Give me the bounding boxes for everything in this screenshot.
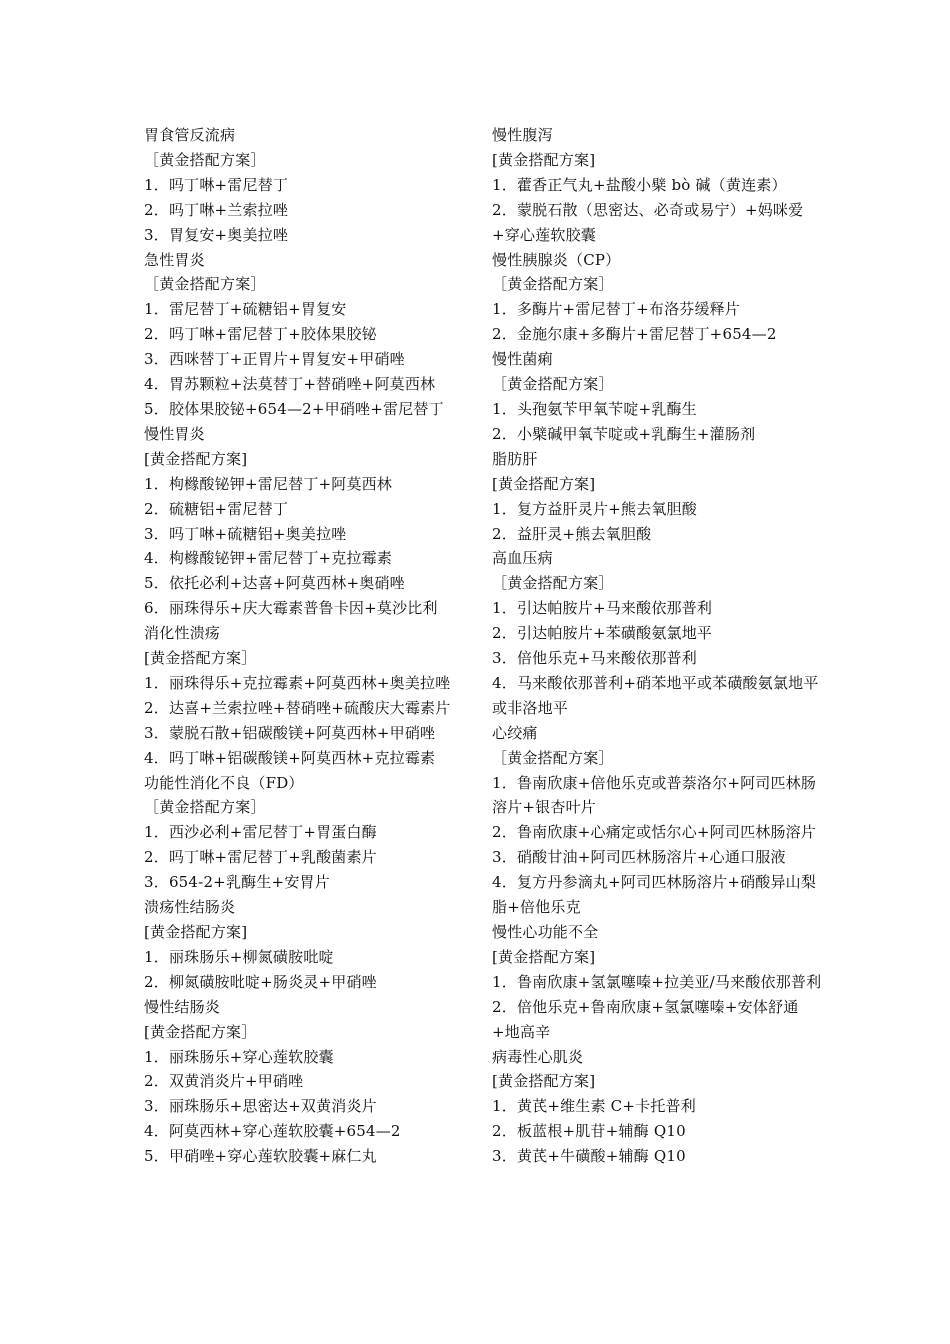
list-item: 5．胶体果胶铋+654—2+甲硝唑+雷尼替丁 [144,399,444,418]
list-item: 4．吗丁啉+铝碳酸镁+阿莫西林+克拉霉素 [144,748,436,767]
scheme-heading: ［黄金搭配方案］ [492,574,614,593]
scheme-heading: [黄金搭配方案］ [144,1022,257,1041]
list-item: 4．马来酸依那普利+硝苯地平或苯磺酸氨氯地平或非洛地平 [492,673,819,717]
left-column [144,123,474,1169]
list-item: 3．西咪替丁+正胃片+胃复安+甲硝唑 [144,350,405,369]
list-item: 2．益肝灵+熊去氧胆酸 [492,524,652,543]
list-item: 4．胃苏颗粒+法莫替丁+替硝唑+阿莫西林 [144,375,436,394]
section-title: 慢性心功能不全 [492,923,599,941]
section-title: 慢性腹泻 [492,126,553,144]
list-item: 3．黄芪+牛磺酸+辅酶 Q10 [492,1147,686,1166]
list-item: 1．鲁南欣康+氢氯噻嗪+拉美亚/马来酸依那普利 [492,972,822,991]
list-item: 2．硫糖铝+雷尼替丁 [144,499,289,518]
list-item: 1．丽珠肠乐+穿心莲软胶囊 [144,1047,334,1066]
list-item: 2．达喜+兰索拉唑+替硝唑+硫酸庆大霉素片 [144,698,451,717]
list-item: 2．吗丁啉+雷尼替丁+胶体果胶铋 [144,325,377,344]
section-title: 溃疡性结肠炎 [144,898,236,917]
scheme-heading: ［黄金搭配方案］ [144,275,266,294]
scheme-heading: ［黄金搭配方案］ [492,748,614,767]
scheme-heading: ［黄金搭配方案］ [144,798,266,817]
list-item: 2．小檗碱甲氧苄啶或+乳酶生+灌肠剂 [492,424,756,443]
list-item: 3．胃复安+奥美拉唑 [144,225,289,244]
scheme-heading: [黄金搭配方案] [144,449,248,468]
scheme-heading: [黄金搭配方案] [492,1072,596,1091]
list-item: 1．头孢氨苄甲氧苄啶+乳酶生 [492,399,697,418]
list-item: 5．甲硝唑+穿心莲软胶囊+麻仁丸 [144,1147,377,1166]
section-title: 慢性胃炎 [144,424,205,443]
list-item: 3．654-2+乳酶生+安胃片 [144,873,330,892]
section-title: 高血压病 [492,549,553,568]
section-title: 病毒性心肌炎 [492,1047,584,1066]
list-item: 2．双黄消炎片+甲硝唑 [144,1072,304,1091]
list-item: 2．吗丁啉+雷尼替丁+乳酸菌素片 [144,848,377,867]
list-item: 1．藿香正气丸+盐酸小檗 bò 碱（黄连素） [492,175,787,194]
list-item: 2．鲁南欣康+心痛定或恬尔心+阿司匹林肠溶片 [492,823,817,842]
list-item: 2．倍他乐克+鲁南欣康+氢氯噻嗪+安体舒通+地高辛 [492,997,799,1041]
scheme-heading: [黄金搭配方案] [492,947,596,966]
list-item: 1．丽珠得乐+克拉霉素+阿莫西林+奥美拉唑 [144,673,451,692]
section-title: 慢性结肠炎 [144,997,221,1016]
list-item: 1．复方益肝灵片+熊去氧胆酸 [492,499,697,518]
list-item: 2．金施尔康+多酶片+雷尼替丁+654—2 [492,325,777,344]
section-title: 脂肪肝 [492,449,538,468]
section-title: 胃食管反流病 [144,126,236,144]
scheme-heading: [黄金搭配方案] [492,150,596,169]
scheme-heading: ［黄金搭配方案］ [492,275,614,294]
list-item: 3．吗丁啉+硫糖铝+奥美拉唑 [144,524,347,543]
section-title: 功能性消化不良（FD） [144,773,304,792]
list-item: 3．硝酸甘油+阿司匹林肠溶片+心通口服液 [492,848,786,867]
list-item: 4．阿莫西林+穿心莲软胶囊+654—2 [144,1122,401,1141]
scheme-heading: ［黄金搭配方案］ [492,375,614,394]
scheme-heading: [黄金搭配方案］ [144,649,257,668]
list-item: 2．板蓝根+肌苷+辅酶 Q10 [492,1122,686,1141]
list-item: 5．依托必利+达喜+阿莫西林+奥硝唑 [144,574,405,593]
list-item: 4．枸橼酸铋钾+雷尼替丁+克拉霉素 [144,549,393,568]
list-item: 1．枸橼酸铋钾+雷尼替丁+阿莫西林 [144,474,393,493]
list-item: 3．丽珠肠乐+思密达+双黄消炎片 [144,1097,377,1116]
section-title: 消化性溃疡 [144,624,221,643]
section-title: 心绞痛 [492,723,538,742]
list-item: 1．西沙必利+雷尼替丁+胃蛋白酶 [144,823,377,842]
list-item: 2．柳氮磺胺吡啶+肠炎灵+甲硝唑 [144,972,377,991]
list-item: 4．复方丹参滴丸+阿司匹林肠溶片+硝酸异山梨脂+倍他乐克 [492,873,817,917]
list-item: 1．黄芪+维生素 C+卡托普利 [492,1097,696,1116]
list-item: 1．雷尼替丁+硫糖铝+胃复安 [144,300,347,319]
list-item: 1．引达帕胺片+马来酸依那普利 [492,599,713,618]
list-item: 1．多酶片+雷尼替丁+布洛芬缓释片 [492,300,741,319]
scheme-heading: [黄金搭配方案] [492,474,596,493]
list-item: 3．蒙脱石散+铝碳酸镁+阿莫西林+甲硝唑 [144,723,436,742]
list-item: 1．鲁南欣康+倍他乐克或普萘洛尔+阿司匹林肠溶片+银杏叶片 [492,773,817,817]
list-item: 2．吗丁啉+兰索拉唑 [144,200,289,219]
list-item: 1．丽珠肠乐+柳氮磺胺吡啶 [144,947,334,966]
list-item: 2．引达帕胺片+苯磺酸氨氯地平 [492,624,713,643]
section-title: 慢性胰腺炎（CP） [492,250,621,269]
list-item: 1．吗丁啉+雷尼替丁 [144,175,289,194]
section-title: 急性胃炎 [144,250,205,269]
scheme-heading: ［黄金搭配方案］ [144,150,266,169]
section-title: 慢性菌痢 [492,350,553,369]
right-column [492,123,822,1169]
list-item: 3．倍他乐克+马来酸依那普利 [492,649,697,668]
scheme-heading: [黄金搭配方案] [144,923,248,941]
list-item: 6．丽珠得乐+庆大霉素普鲁卡因+莫沙比利 [144,599,438,618]
list-item: 2．蒙脱石散（思密达、必奇或易宁）+妈咪爱+穿心莲软胶囊 [492,200,804,244]
